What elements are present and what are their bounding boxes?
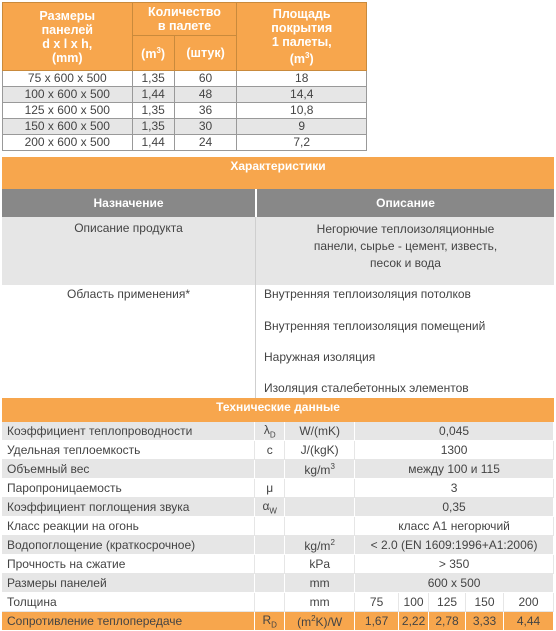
symbol-text: α — [262, 498, 270, 513]
resistance-value: 2,78 — [429, 612, 466, 631]
cell-dimensions: 100 x 600 x 500 — [3, 87, 133, 103]
property-unit — [285, 498, 355, 517]
resistance-value: 2,22 — [399, 612, 429, 631]
property-value: < 2.0 (EN 1609:1996+A1:2006) — [355, 536, 554, 555]
table-row — [2, 517, 554, 536]
unit-text: (m — [289, 52, 306, 67]
property-symbol — [255, 574, 285, 593]
property-value: 600 x 500 — [355, 574, 554, 593]
table-row — [2, 555, 554, 574]
unit-text: (m — [297, 614, 312, 629]
property-unit — [285, 479, 355, 498]
cell-pieces: 48 — [174, 87, 237, 103]
header-coverage-area — [237, 3, 367, 71]
cell-area: 10,8 — [237, 103, 367, 119]
description-line: песок и вода — [370, 256, 441, 270]
technical-data-header — [2, 398, 554, 422]
thickness-value: 150 — [466, 593, 504, 612]
application-area-label: Область применения* — [66, 287, 191, 301]
property-name: Прочность на сжатие — [2, 555, 255, 574]
property-name: Размеры панелей — [2, 574, 255, 593]
header-text: Площадь — [272, 6, 331, 21]
unit-text: K)/W — [315, 614, 343, 629]
description-line: Негорючие теплоизоляционные — [316, 222, 495, 236]
technical-data-table — [2, 422, 554, 631]
header-volume-m3 — [132, 36, 174, 71]
property-symbol — [255, 536, 285, 555]
property-name: Удельная теплоемкость — [2, 441, 255, 460]
cell-area: 14,4 — [237, 87, 367, 103]
cell-volume: 1,35 — [132, 119, 174, 135]
property-value: класс A1 негорючий — [355, 517, 554, 536]
property-unit — [285, 460, 355, 479]
description-line: панели, сырье - цемент, известь, — [313, 239, 498, 253]
property-name: Толщина — [2, 593, 255, 612]
symbol-sub: W — [269, 506, 277, 516]
characteristics-column-header — [2, 189, 554, 217]
table-row — [3, 135, 367, 151]
application-item: Внутренняя теплоизоляция потолков — [264, 287, 471, 301]
cell-pieces: 24 — [174, 135, 237, 151]
unit-sup: 3 — [330, 461, 335, 471]
cell-volume: 1,44 — [132, 87, 174, 103]
header-pieces: (штук) — [174, 36, 237, 71]
cell-dimensions: 125 x 600 x 500 — [3, 103, 133, 119]
property-unit: J/(kgK) — [285, 441, 355, 460]
property-symbol — [255, 460, 285, 479]
unit-text: kg/m — [304, 462, 331, 477]
property-name: Водопоглощение (краткосрочное) — [2, 536, 255, 555]
property-symbol — [255, 498, 285, 517]
table-row — [2, 593, 554, 612]
property-name: Паропроницаемость — [2, 479, 255, 498]
unit-text: ) — [160, 47, 166, 62]
property-value: 1300 — [355, 441, 554, 460]
table-row — [3, 103, 367, 119]
unit-text: kg/m — [304, 538, 331, 553]
property-unit: mm — [285, 574, 355, 593]
property-value: 0,35 — [355, 498, 554, 517]
cell-volume: 1,35 — [132, 103, 174, 119]
property-value: 0,045 — [355, 422, 554, 441]
cell-volume: 1,44 — [132, 135, 174, 151]
table-row — [2, 479, 554, 498]
header-text: 1 палеты, — [271, 34, 332, 49]
unit-text: (m — [141, 47, 157, 62]
unit-sup: 3 — [156, 46, 161, 56]
header-text: Размеры — [39, 8, 96, 23]
resistance-value: 1,67 — [355, 612, 399, 631]
cell-dimensions: 75 x 600 x 500 — [3, 71, 133, 87]
property-value: 3 — [355, 479, 554, 498]
thickness-value: 100 — [399, 593, 429, 612]
property-unit: kPa — [285, 555, 355, 574]
property-unit — [285, 612, 355, 631]
application-item: Наружная изоляция — [264, 350, 376, 364]
table-row — [2, 441, 554, 460]
unit-text: ) — [309, 52, 314, 67]
property-name: Коэффициент поглощения звука — [2, 498, 255, 517]
panel-sizes-table — [2, 2, 367, 151]
property-symbol — [255, 612, 285, 631]
thickness-value: 125 — [429, 593, 466, 612]
property-value: между 100 и 115 — [355, 460, 554, 479]
thickness-value: 200 — [504, 593, 554, 612]
property-unit: mm — [285, 593, 355, 612]
cell-dimensions: 150 x 600 x 500 — [3, 119, 133, 135]
table-row — [2, 574, 554, 593]
characteristics-body — [2, 217, 554, 398]
cell-pieces: 60 — [174, 71, 237, 87]
symbol-text: λ — [263, 422, 270, 437]
column-header-description: Описание — [376, 196, 435, 210]
header-text: покрытия — [271, 20, 333, 35]
table-row — [3, 87, 367, 103]
property-symbol: μ — [255, 479, 285, 498]
resistance-value: 4,44 — [504, 612, 554, 631]
table-row — [2, 498, 554, 517]
property-symbol — [255, 593, 285, 612]
property-symbol: c — [255, 441, 285, 460]
table-row — [2, 536, 554, 555]
cell-pieces: 36 — [174, 103, 237, 119]
product-description-label: Описание продукта — [74, 221, 183, 235]
cell-dimensions: 200 x 600 x 500 — [3, 135, 133, 151]
symbol-sub: D — [269, 430, 276, 440]
application-item: Изоляция сталебетонных элементов — [264, 381, 469, 395]
column-header-purpose: Назначение — [93, 196, 164, 210]
application-item: Внутренняя теплоизоляция помещений — [264, 319, 486, 333]
cell-area: 18 — [237, 71, 367, 87]
header-text: панелей — [41, 22, 93, 37]
table-row — [2, 422, 554, 441]
header-text: Количество — [148, 5, 221, 19]
header-panel-dimensions — [3, 3, 133, 71]
header-text: d x l x h, — [42, 36, 93, 51]
table-row — [2, 612, 554, 631]
table-row — [3, 119, 367, 135]
property-name: Сопротивление теплопередаче — [2, 612, 255, 631]
property-value: > 350 — [355, 555, 554, 574]
table-row — [3, 71, 367, 87]
header-pallet-quantity — [132, 3, 237, 36]
property-unit: W/(mK) — [285, 422, 355, 441]
property-name: Объемный вес — [2, 460, 255, 479]
resistance-value: 3,33 — [466, 612, 504, 631]
product-description-text — [257, 221, 554, 272]
symbol-text: R — [262, 612, 272, 627]
section-title: Технические данные — [216, 400, 340, 414]
header-text: (mm) — [51, 50, 83, 65]
thickness-value: 75 — [355, 593, 399, 612]
header-text: в палете — [157, 19, 212, 33]
section-title: Характеристики — [230, 159, 326, 173]
header-area-unit — [237, 49, 366, 66]
property-unit — [285, 517, 355, 536]
property-symbol — [255, 422, 285, 441]
cell-volume: 1,35 — [132, 71, 174, 87]
property-symbol — [255, 517, 285, 536]
property-name: Класс реакции на огонь — [2, 517, 255, 536]
unit-sup: 2 — [311, 613, 316, 623]
cell-pieces: 30 — [174, 119, 237, 135]
symbol-sub: D — [271, 620, 277, 630]
property-name: Коэффициент теплопроводности — [2, 422, 255, 441]
property-symbol — [255, 555, 285, 574]
unit-sup: 2 — [330, 537, 335, 547]
table-row — [2, 460, 554, 479]
cell-area: 9 — [237, 119, 367, 135]
property-unit — [285, 536, 355, 555]
unit-sup: 3 — [305, 50, 310, 60]
cell-area: 7,2 — [237, 135, 367, 151]
characteristics-header — [2, 157, 554, 189]
column-divider — [255, 217, 256, 398]
